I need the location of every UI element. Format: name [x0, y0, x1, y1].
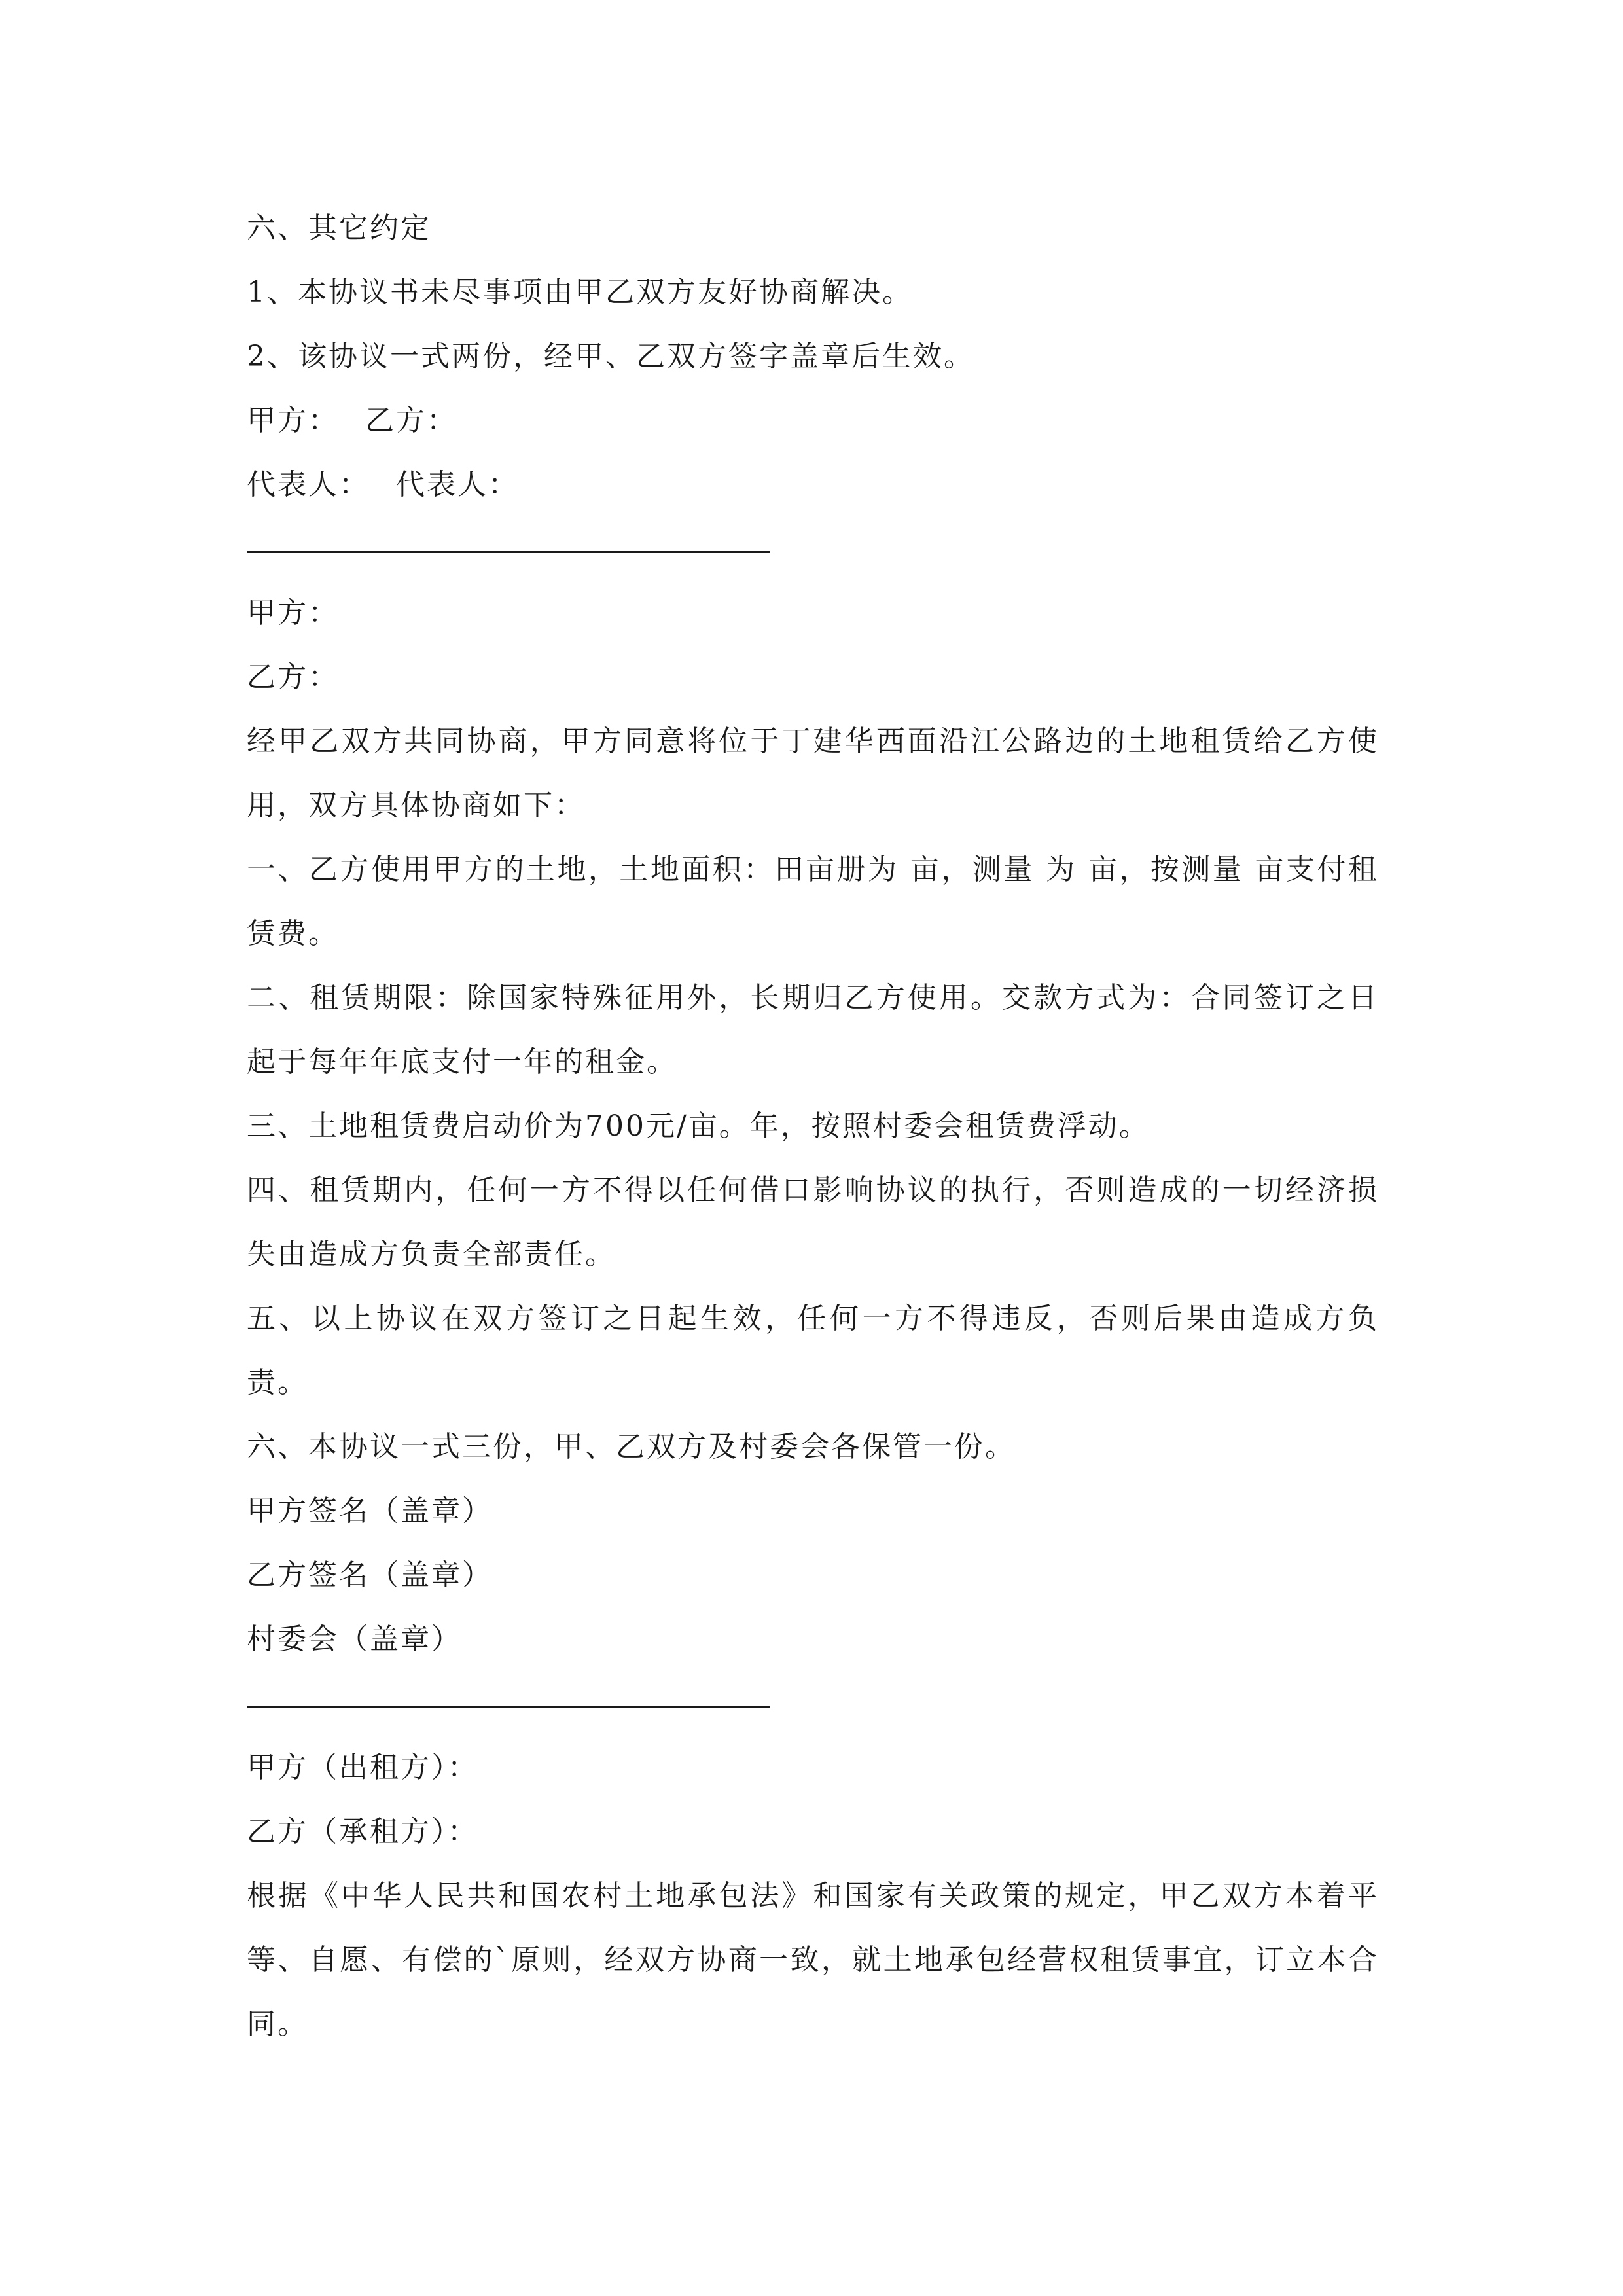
contract2-clause-3: 三、土地租赁费启动价为700元/亩。年，按照村委会租赁费浮动。: [247, 1109, 1150, 1143]
contract2-clause-5: 五、以上协议在双方签订之日起生效，任何一方不得违反，否则后果由造成方负责。: [247, 1302, 1379, 1399]
contract2-party-a: 甲方：: [247, 596, 339, 630]
contract2-sign-village: 村委会（盖章）: [247, 1623, 462, 1656]
contract2-intro: 经甲乙双方共同协商，甲方同意将位于丁建华西面沿江公路边的土地租赁给乙方使用，双方具体协商如下：: [247, 725, 1379, 822]
contract2-clause-2: 二、租赁期限：除国家特殊征用外，长期归乙方使用。交款方式为：合同签订之日起于每年年底支付一年的租金。: [247, 981, 1379, 1079]
party-a-label: 甲方：: [247, 404, 339, 437]
contract2-sign-b: 乙方签名（盖章）: [247, 1558, 493, 1592]
clause-item-1: 1、本协议书未尽事项由甲乙双方友好协商解决。: [247, 276, 913, 309]
contract2-clause-1: 一、乙方使用甲方的土地，土地面积：田亩册为 亩，测量 为 亩，按测量 亩支付租赁费。: [247, 853, 1379, 950]
party-b-label: 乙方：: [365, 404, 457, 437]
clause-item-2: 2、该协议一式两份，经甲、乙双方签字盖章后生效。: [247, 340, 974, 373]
rep-b-label: 代表人：: [396, 468, 519, 501]
contract2-party-b: 乙方：: [247, 660, 339, 694]
document-body: [247, 196, 1379, 2056]
divider-2: [247, 1672, 1379, 1736]
contract2-sign-a: 甲方签名（盖章）: [247, 1494, 493, 1528]
contract3-party-b: 乙方（承租方）：: [247, 1815, 478, 1848]
contract3-party-a: 甲方（出租方）：: [247, 1751, 478, 1784]
divider-1: [247, 517, 1379, 581]
representative-line: [247, 453, 1379, 517]
rep-a-label: 代表人：: [247, 468, 370, 501]
section-heading-other: 六、其它约定: [247, 211, 431, 245]
contract2-clause-6: 六、本协议一式三份，甲、乙双方及村委会各保管一份。: [247, 1430, 1016, 1463]
contract2-clause-4: 四、租赁期内，任何一方不得以任何借口影响协议的执行，否则造成的一切经济损失由造成方负责全部责任。: [247, 1174, 1379, 1271]
contract3-intro: 根据《中华人民共和国农村土地承包法》和国家有关政策的规定，甲乙双方本着平等、自愿、有偿的`原则，经双方协商一致，就土地承包经营权租赁事宜，订立本合同。: [247, 1879, 1379, 2041]
party-line: [247, 389, 1379, 453]
